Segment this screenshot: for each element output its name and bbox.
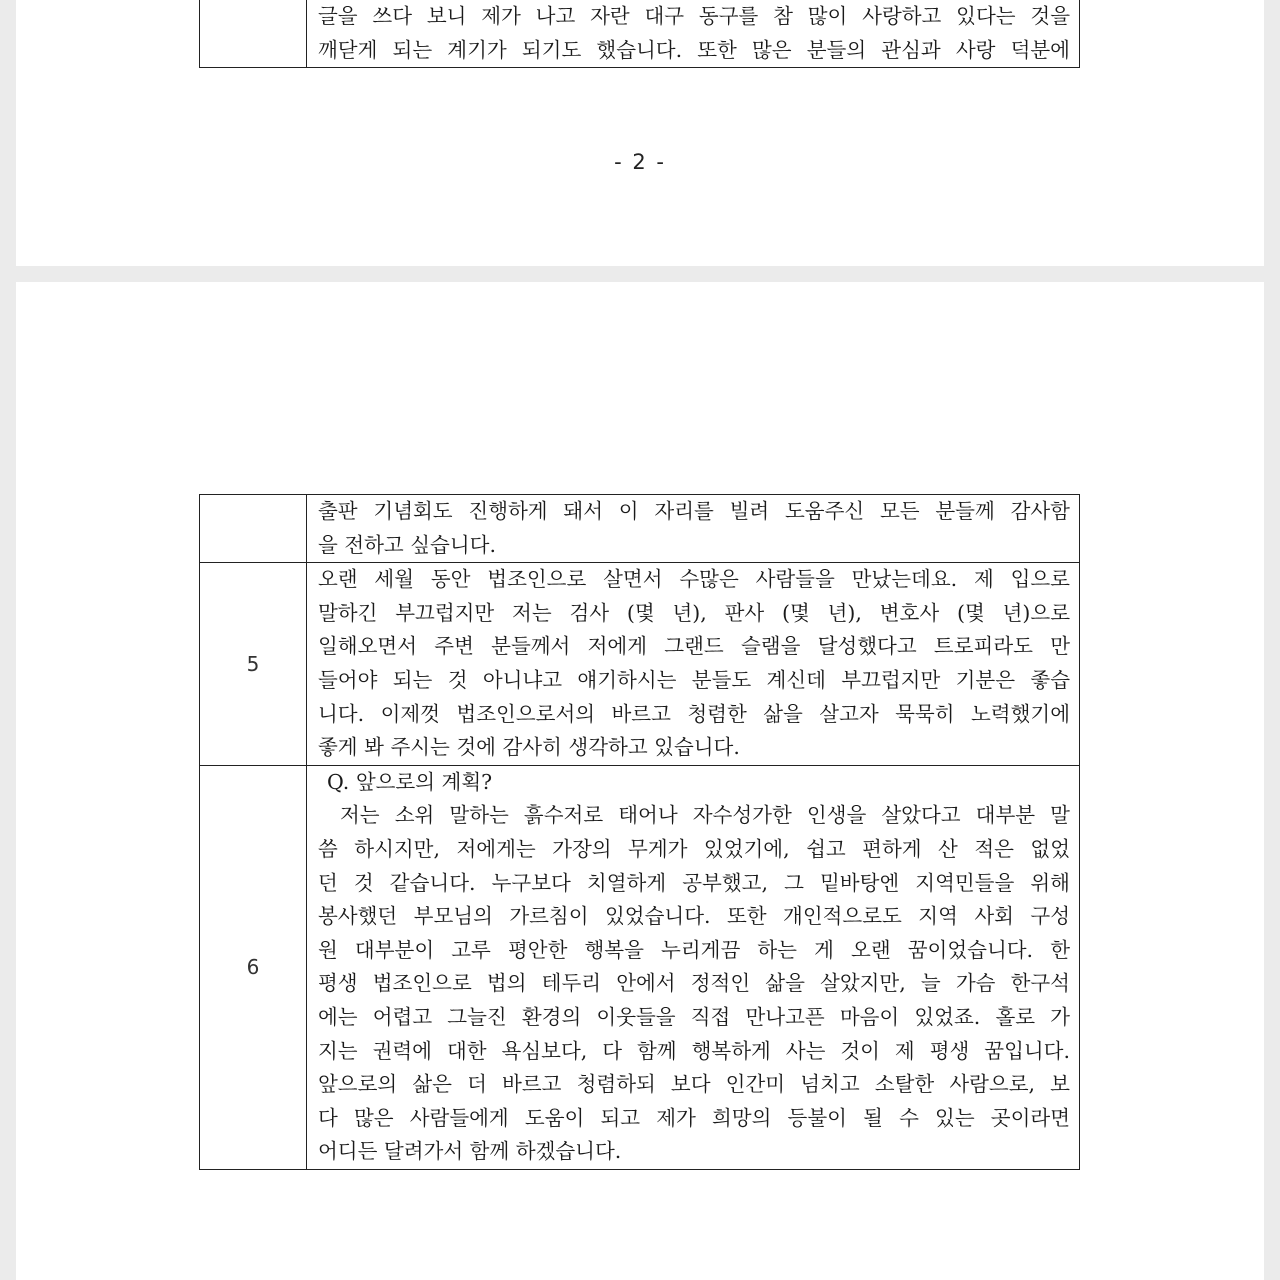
text-line: 출판 기념회도 진행하게 돼서 이 자리를 빌려 도움주신 모든 분들께 감사함 (318, 499, 1070, 523)
row-number-cell: 6 (200, 765, 307, 1169)
text-line: 원 대부분이 고루 평안한 행복을 누리게끔 하는 게 오랜 꿈이었습니다. 한 (318, 937, 1070, 962)
text-line: 앞으로의 삶은 더 바르고 청렴하되 보다 인간미 넘치고 소탈한 사람으로, 보 (318, 1072, 1070, 1097)
question-heading: Q. 앞으로의 계획? (327, 769, 493, 794)
text-line: 깨닫게 되는 계기가 되기도 했습니다. 또한 많은 분들의 관심과 사랑 덕분에 (318, 37, 1070, 62)
text-line: 다 많은 사람들에게 도움이 되고 제가 희망의 등불이 될 수 있는 곳이라면 (318, 1105, 1070, 1130)
table-row (200, 495, 1080, 563)
text-line: 에는 어렵고 그늘진 환경의 이웃들을 직접 만나고픈 마음이 있었죠. 홀로 가 (318, 1004, 1070, 1029)
text-line: 지는 권력에 대한 욕심보다, 다 함께 행복하게 사는 것이 제 평생 꿈입니다. (318, 1038, 1070, 1063)
text-line: 을 전하고 싶습니다. (318, 532, 496, 557)
text-line: 좋게 봐 주시는 것에 감사히 생각하고 있습니다. (318, 735, 740, 760)
table-row (200, 765, 1080, 1169)
text-line: 저는 소위 말하는 흙수저로 태어나 자수성가한 인생을 살았다고 대부분 말 (340, 803, 1070, 828)
row-number-cell (200, 0, 307, 68)
table-row (200, 0, 1080, 68)
content-table (199, 0, 1080, 68)
text-line: 씀 하시지만, 저에게는 가장의 무게가 있었기에, 쉽고 편하게 산 적은 없었 (318, 836, 1070, 861)
text-line: 봉사했던 부모님의 가르침이 있었습니다. 또한 개인적으로도 지역 사회 구성 (318, 904, 1070, 929)
row-number-cell: 5 (200, 563, 307, 766)
document-page-2 (16, 0, 1264, 266)
row-text-cell (307, 0, 1080, 68)
text-line: 글을 쓰다 보니 제가 나고 자란 대구 동구를 참 많이 사랑하고 있다는 것을 (318, 4, 1070, 28)
text-line: 평생 법조인으로 법의 테두리 안에서 정적인 삶을 살았지만, 늘 가슴 한구석 (318, 971, 1070, 996)
document-page-3 (16, 282, 1264, 1280)
row-text-cell (307, 765, 1080, 1169)
content-table (199, 494, 1080, 1170)
table-row (200, 563, 1080, 766)
text-line: 니다. 이제껏 법조인으로서의 바르고 청렴한 삶을 살고자 묵묵히 노력했기에 (318, 701, 1070, 726)
text-line: 말하긴 부끄럽지만 저는 검사 (몇 년), 판사 (몇 년), 변호사 (몇 년)으로 (318, 600, 1070, 625)
text-line: 던 것 같습니다. 누구보다 치열하게 공부했고, 그 밑바탕엔 지역민들을 위해 (318, 870, 1070, 895)
page-number: - 2 - (614, 150, 666, 174)
text-line: 오랜 세월 동안 법조인으로 살면서 수많은 사람들을 만났는데요. 제 입으로 (318, 567, 1070, 592)
text-line: 어디든 달려가서 함께 하겠습니다. (318, 1139, 622, 1164)
row-text-cell (307, 495, 1080, 563)
text-line: 일해오면서 주변 분들께서 저에게 그랜드 슬램을 달성했다고 트로피라도 만 (318, 634, 1070, 659)
row-number-cell (200, 495, 307, 563)
row-text-cell (307, 563, 1080, 766)
text-line: 들어야 되는 것 아니냐고 얘기하시는 분들도 계신데 부끄럽지만 기분은 좋습 (318, 667, 1070, 692)
